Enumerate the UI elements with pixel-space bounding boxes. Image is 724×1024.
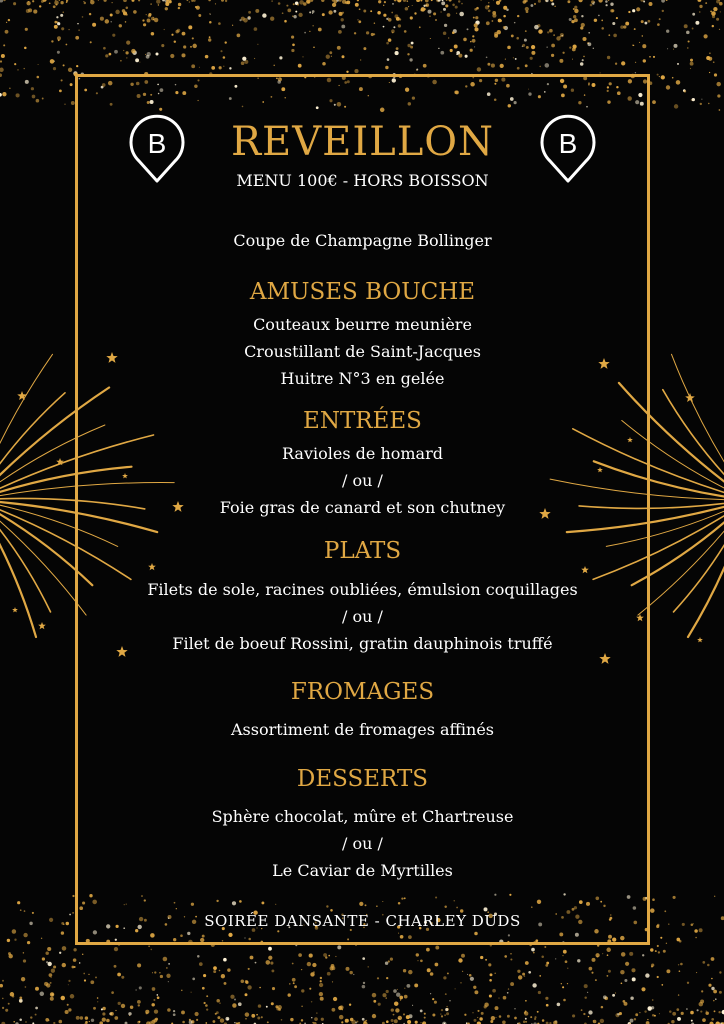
- footer-event: SOIRÉE DANSANTE - CHARLEY DUDS: [204, 912, 521, 930]
- menu-subtitle: MENU 100€ - HORS BOISSON: [236, 171, 489, 190]
- menu-item: Huitre N°3 en gelée: [280, 369, 445, 388]
- menu-item: Croustillant de Saint-Jacques: [244, 342, 481, 361]
- section-title-fromages: FROMAGES: [290, 679, 435, 705]
- aperitif-line: Coupe de Champagne Bollinger: [233, 231, 492, 250]
- menu-separator: / ou /: [342, 471, 383, 490]
- menu-item: Filet de boeuf Rossini, gratin dauphinois truffé: [172, 634, 553, 653]
- menu-item: Couteaux beurre meunière: [253, 315, 472, 334]
- section-title-plats: PLATS: [323, 538, 402, 564]
- section-items-plats: [75, 576, 650, 657]
- menu-title: REVEILLON: [230, 119, 495, 165]
- section-items-desserts: [75, 803, 650, 884]
- menu-item: Foie gras de canard et son chutney: [219, 498, 506, 517]
- menu-item: Assortiment de fromages affinés: [231, 720, 494, 739]
- svg-text:B: B: [147, 128, 167, 159]
- section-items-fromages: [75, 716, 650, 743]
- menu-item: Sphère chocolat, mûre et Chartreuse: [211, 807, 514, 826]
- menu-item: Ravioles de homard: [282, 444, 443, 463]
- section-items-entrees: [75, 440, 650, 521]
- section-title-entrees: ENTRÉES: [303, 408, 422, 434]
- menu-separator: / ou /: [342, 607, 383, 626]
- menu-item: Filets de sole, racines oubliées, émulsion coquillages: [147, 580, 578, 599]
- section-title-desserts: DESSERTS: [296, 766, 429, 792]
- section-items-amuses-bouche: [75, 311, 650, 392]
- svg-text:B: B: [558, 128, 578, 159]
- menu-separator: / ou /: [342, 834, 383, 853]
- section-title-amuses-bouche: AMUSES BOUCHE: [249, 279, 476, 305]
- menu-item: Le Caviar de Myrtilles: [272, 861, 453, 880]
